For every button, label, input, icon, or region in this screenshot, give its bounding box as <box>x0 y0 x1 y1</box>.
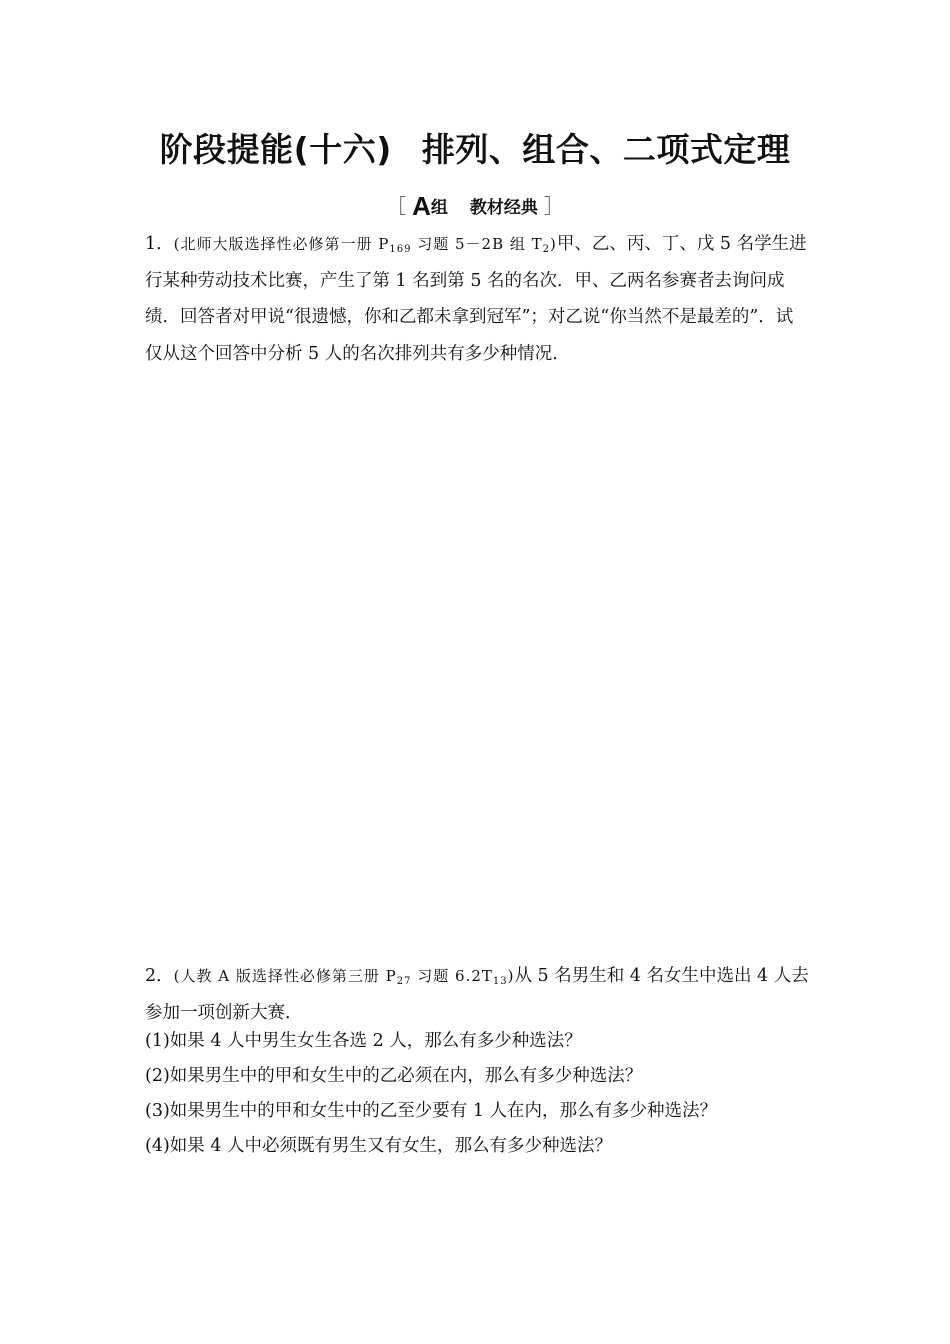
close-bracket: ］ <box>543 194 564 218</box>
question-1-text: 甲、乙、丙、丁、戊 5 名学生进行某种劳动技术比赛，产生了第 1 名到第 5 名的名次．甲、乙两名参赛者去询问成绩．回答者对甲说“很遗憾，你和乙都未拿到冠军”；对乙说“你当然不是最差的”．试仅从这个回答中分析 5 人的名次排列共有多少种情况． <box>145 234 807 364</box>
title-part-1: 阶段提能(十六) <box>159 130 392 169</box>
question-2-part-4: (4)如果 4 人中必须既有男生又有女生，那么有多少种选法？ <box>145 1136 613 1156</box>
question-1-number: 1． <box>145 234 174 254</box>
question-2-number: 2． <box>145 966 174 986</box>
group-letter: A <box>412 191 431 221</box>
question-1-source: (北师大版选择性必修第一册 $P_{169}$ 习题 5－2B 组 $T_2$) <box>173 235 557 255</box>
question-2 <box>145 958 810 1031</box>
title-part-2: 排列、组合、二项式定理 <box>421 130 791 169</box>
section-name: 教材经典 <box>469 198 538 218</box>
open-bracket: ［ <box>386 194 407 218</box>
question-2-part-2: (2)如果男生中的甲和女生中的乙必须在内，那么有多少种选法？ <box>145 1066 643 1086</box>
page-title <box>0 124 950 171</box>
question-2-text: 从 5 名男生和 4 名女生中选出 4 人去参加一项创新大赛． <box>145 966 809 1023</box>
question-2-source: (人教 A 版选择性必修第三册 $P_{27}$ 习题 $6.2T_{13}$) <box>173 967 515 987</box>
question-1 <box>145 226 810 372</box>
question-2-part-1: (1)如果 4 人中男生女生各选 2 人，那么有多少种选法？ <box>145 1031 582 1051</box>
section-label <box>0 190 950 222</box>
question-2-part-3: (3)如果男生中的甲和女生中的乙至少要有 1 人在内，那么有多少种选法？ <box>145 1101 718 1121</box>
group-word: 组 <box>430 198 448 218</box>
